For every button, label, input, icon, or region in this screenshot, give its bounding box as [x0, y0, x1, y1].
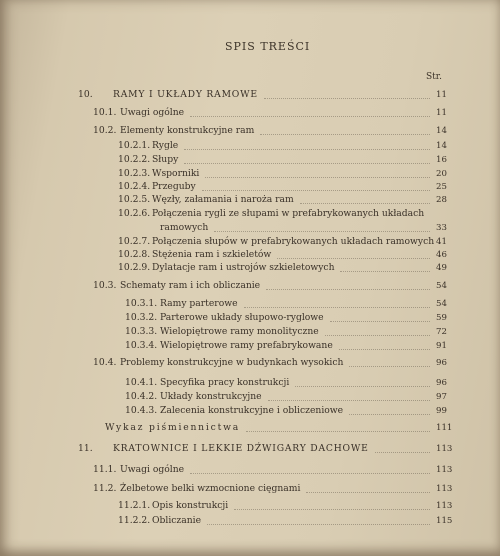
toc-entry-number: 10.2.1.	[118, 140, 151, 151]
toc-entry-page: 14	[436, 141, 447, 151]
leader-dots	[184, 162, 430, 164]
toc-entry-page: 20	[436, 169, 447, 179]
toc-entry-number: 11.	[78, 443, 93, 454]
toc-entry	[0, 325, 500, 339]
leader-dots	[295, 385, 430, 387]
toc-entry-title: Połączenia słupów w prefabrykowanych układach ramowych	[152, 236, 435, 247]
toc-entry-number: 10.2.8.	[118, 249, 151, 260]
toc-entry-number: 10.2.4.	[118, 181, 151, 192]
toc-entry	[0, 311, 500, 325]
toc-entry	[0, 442, 500, 456]
toc-entry-title: Zalecenia konstrukcyjne i obliczeniowe	[160, 405, 344, 416]
leader-dots	[202, 189, 430, 191]
toc-entry-number: 11.2.1.	[118, 500, 151, 511]
toc-entry-number: 10.3.3.	[125, 326, 158, 337]
toc-entry-title: Uwagi ogólne	[120, 464, 185, 475]
toc-entry-title: Wsporniki	[152, 168, 200, 179]
toc-entry-page: 113	[436, 444, 453, 454]
toc-entry-number: 10.4.	[93, 357, 117, 368]
toc-entry-title: Problemy konstrukcyjne w budynkach wysokich	[120, 357, 344, 368]
toc-entry-number: 10.2.2.	[118, 154, 151, 165]
toc-entry	[0, 499, 500, 513]
toc-entry-page: 46	[436, 250, 447, 260]
toc-entry-title: Elementy konstrukcyjne ram	[120, 125, 255, 136]
toc-entry-page: 41	[436, 237, 447, 247]
leader-dots	[246, 430, 430, 432]
toc-entry	[0, 376, 500, 390]
toc-entry-page: 91	[436, 341, 447, 351]
leader-dots	[339, 348, 430, 350]
toc-entry-title: Przeguby	[152, 181, 196, 192]
toc-entry-number: 10.2.9.	[118, 262, 151, 273]
toc-entry-title: Dylatacje ram i ustrojów szkieletowych	[152, 262, 335, 273]
toc-entry	[0, 261, 500, 275]
toc-entry-number: 11.2.	[93, 483, 117, 494]
leader-dots	[277, 257, 430, 259]
toc-entry-number: 10.4.2.	[125, 391, 158, 402]
toc-entry	[0, 356, 500, 370]
toc-entry-title: Specyfika pracy konstrukcji	[160, 377, 290, 388]
leader-dots	[375, 451, 430, 453]
toc-entry-title: Opis konstrukcji	[152, 500, 229, 511]
leader-dots	[330, 320, 430, 322]
toc-entry-title: Wielopiętrowe ramy monolityczne	[160, 326, 319, 337]
toc-entry-number: 10.2.5.	[118, 194, 151, 205]
leader-dots	[340, 270, 430, 272]
toc-entry	[0, 167, 500, 181]
toc-entry	[0, 339, 500, 353]
leader-dots	[190, 472, 430, 474]
toc-entry	[0, 88, 500, 102]
leader-dots	[349, 413, 430, 415]
leader-dots	[268, 399, 430, 401]
toc-entry-number: 11.2.2.	[118, 515, 151, 526]
toc-entry-page: 72	[436, 327, 447, 337]
leader-dots	[325, 334, 430, 336]
toc-entry-page: 16	[436, 155, 447, 165]
page-column-label: Str.	[426, 72, 442, 82]
toc-entry-number: 10.2.7.	[118, 236, 151, 247]
toc-entry-title: Rygle	[152, 140, 179, 151]
toc-entry-title: Żelbetowe belki wzmocnione cięgnami	[120, 483, 301, 494]
toc-entry-number: 10.3.1.	[125, 298, 158, 309]
toc-entry-page: 113	[436, 484, 453, 494]
toc-entry-page: 97	[436, 392, 447, 402]
toc-entry-number: 10.4.3.	[125, 405, 158, 416]
toc-entry-number: 10.2.6.	[118, 208, 151, 219]
toc-entry-title: Ramy parterowe	[160, 298, 238, 309]
toc-entry	[0, 514, 500, 528]
leader-dots	[260, 133, 430, 135]
toc-entry	[0, 482, 500, 496]
leader-dots	[190, 115, 430, 117]
toc-entry	[0, 139, 500, 153]
page-title: SPIS TREŚCI	[225, 40, 311, 53]
toc-entry-title: Schematy ram i ich obliczanie	[120, 280, 261, 291]
toc-entry-title: ramowych	[160, 222, 209, 233]
leader-dots	[214, 230, 430, 232]
toc-entry-title: RAMY I UKŁADY RAMOWE	[113, 89, 258, 100]
toc-entry-title: Uwagi ogólne	[120, 107, 185, 118]
toc-entry-title: Stężenia ram i szkieletów	[152, 249, 272, 260]
toc-entry-title: KRATOWNICE I LEKKIE DŹWIGARY DACHOWE	[113, 443, 369, 454]
toc-entry-page: 113	[436, 501, 453, 511]
toc-entry-page: 28	[436, 195, 447, 205]
leader-dots	[184, 148, 430, 150]
leader-dots	[300, 202, 430, 204]
leader-dots	[266, 288, 430, 290]
toc-entry-page: 11	[436, 108, 447, 118]
toc-entry-title: Parterowe układy słupowo-ryglowe	[160, 312, 324, 323]
toc-entry-page: 33	[436, 223, 447, 233]
leader-dots	[306, 491, 430, 493]
toc-entry	[0, 106, 500, 120]
leader-dots	[244, 306, 430, 308]
toc-entry-page: 96	[436, 378, 447, 388]
toc-entry-number: 10.	[78, 89, 93, 100]
toc-entry	[0, 297, 500, 311]
toc-entry-page: 99	[436, 406, 447, 416]
toc-entry	[0, 235, 500, 249]
toc-entry-page: 113	[436, 465, 453, 475]
toc-entry	[0, 193, 500, 207]
toc-entry-title: Węzły, załamania i naroża ram	[152, 194, 294, 205]
toc-entry	[0, 124, 500, 138]
toc-entry	[0, 207, 500, 221]
toc-entry-title: Połączenia rygli ze słupami w prefabrykowanych układach	[152, 208, 425, 219]
toc-entry	[0, 279, 500, 293]
toc-entry	[0, 404, 500, 418]
toc-entry-page: 115	[436, 516, 453, 526]
toc-entry-number: 10.3.4.	[125, 340, 158, 351]
toc-entry-page: 49	[436, 263, 447, 273]
toc-entry-title: Układy konstrukcyjne	[160, 391, 262, 402]
toc-entry-page: 11	[436, 90, 447, 100]
toc-entry-title: Słupy	[152, 154, 179, 165]
leader-dots	[349, 365, 430, 367]
toc-entry-page: 54	[436, 281, 447, 291]
leader-dots	[234, 508, 430, 510]
toc-entry-number: 10.2.	[93, 125, 117, 136]
toc-entry-page: 14	[436, 126, 447, 136]
toc-entry-title: Obliczanie	[152, 515, 202, 526]
toc-entry-title: Wykaz piśmiennictwa	[105, 422, 241, 433]
leader-dots	[207, 523, 430, 525]
toc-entry-page: 59	[436, 313, 447, 323]
toc-entry	[0, 153, 500, 167]
toc-entry-page: 54	[436, 299, 447, 309]
toc-entry	[0, 180, 500, 194]
toc-entry	[0, 390, 500, 404]
toc-entry-number: 10.3.2.	[125, 312, 158, 323]
toc-entry-number: 10.1.	[93, 107, 117, 118]
leader-dots	[264, 97, 430, 99]
toc-entry-page: 96	[436, 358, 447, 368]
toc-entry	[0, 248, 500, 262]
toc-entry-number: 10.4.1.	[125, 377, 158, 388]
leader-dots	[205, 176, 430, 178]
toc-entry-number: 10.3.	[93, 280, 117, 291]
toc-entry	[0, 463, 500, 477]
toc-entry-number: 10.2.3.	[118, 168, 151, 179]
toc-entry-page: 111	[436, 423, 453, 433]
toc-entry-title: Wielopiętrowe ramy prefabrykowane	[160, 340, 333, 351]
toc-entry-page: 25	[436, 182, 447, 192]
toc-entry-number: 11.1.	[93, 464, 117, 475]
toc-entry	[0, 221, 500, 235]
toc-entry	[0, 421, 500, 435]
